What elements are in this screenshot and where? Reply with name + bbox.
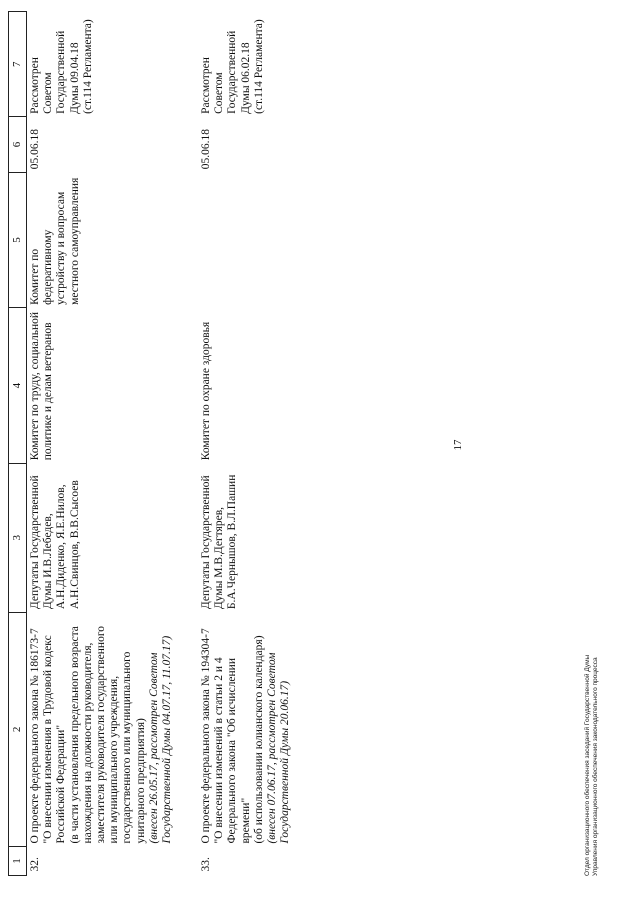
responsible-committee: Комитет по охране здоровья: [200, 321, 212, 461]
bill-authors: Депутаты Государственной Думы И.В.Лебедев, А.Н.Диденко, Я.Е.Нилов, А.Н.Свинцов, В.В.Сысоев: [29, 475, 81, 610]
table-row: [198, 12, 296, 876]
table-row: [27, 12, 199, 876]
column-header: 5: [9, 172, 27, 308]
bill-title-body: "О внесении изменения в Трудовой кодекс Российской Федерации": [42, 635, 68, 844]
review-date: 05.06.18: [29, 128, 41, 170]
column-header: 3: [9, 463, 27, 612]
column-header: 2: [9, 612, 27, 846]
bill-authors: Депутаты Государственной Думы М.В.Дегтярев, Б.А.Чернышов, В.Л.Пашин: [200, 474, 239, 610]
bill-subject: (в части установления предельного возраста нахождения на должности руководителя, заместителя руководителя государственного или муниципального учреждения, государственного или муниципального унитарного предприятия): [68, 626, 147, 844]
bill-title-line: О проекте федерального закона № 194304-7: [200, 628, 212, 844]
co-committee: [198, 172, 296, 308]
responsible-committee: Комитет по труду, социальной политике и делам ветеранов: [29, 311, 55, 461]
column-header: 6: [9, 117, 27, 172]
review-status: Рассмотрен Советом Государственной Думы 09.04.18 (ст.114 Регламента): [29, 19, 94, 114]
bill-introduced: (внесен 07.06.17, рассмотрен Советом Государственной Думы 20.06.17): [266, 652, 292, 844]
row-number: 33.: [200, 857, 212, 872]
bill-title-body: "О внесении изменений в статьи 2 и 4 Федерального закона "Об исчислении времени": [213, 657, 252, 844]
review-status: Рассмотрен Советом Государственной Думы 06.02.18 (ст.114 Регламента): [200, 19, 265, 114]
bills-table: [8, 11, 296, 876]
co-committee: Комитет по федеративному устройству и вопросам местного самоуправления: [29, 177, 81, 305]
review-date: 05.06.18: [200, 128, 212, 170]
bill-description: [27, 612, 199, 846]
column-header: 4: [9, 308, 27, 463]
column-header: 7: [9, 12, 27, 117]
column-header: 1: [9, 847, 27, 876]
row-number: 32.: [29, 857, 41, 872]
page-number: 17: [452, 439, 464, 451]
footer-line: Отдел организационного обеспечения заседаний Государственной Думы: [584, 654, 591, 876]
footer-line: Управления организационного обеспечения законодательного процесса: [592, 657, 599, 876]
bill-description: [198, 612, 296, 846]
bill-subject: (об использовании юлианского календаря): [252, 635, 265, 844]
bill-title-line: О проекте федерального закона № 186173-7: [29, 628, 41, 844]
footer-note: [584, 655, 600, 876]
header-row: [9, 12, 27, 876]
bill-introduced: (внесен 26.05.17, рассмотрен Советом Государственной Думы 04.07.17, 11.07.17): [147, 635, 174, 844]
